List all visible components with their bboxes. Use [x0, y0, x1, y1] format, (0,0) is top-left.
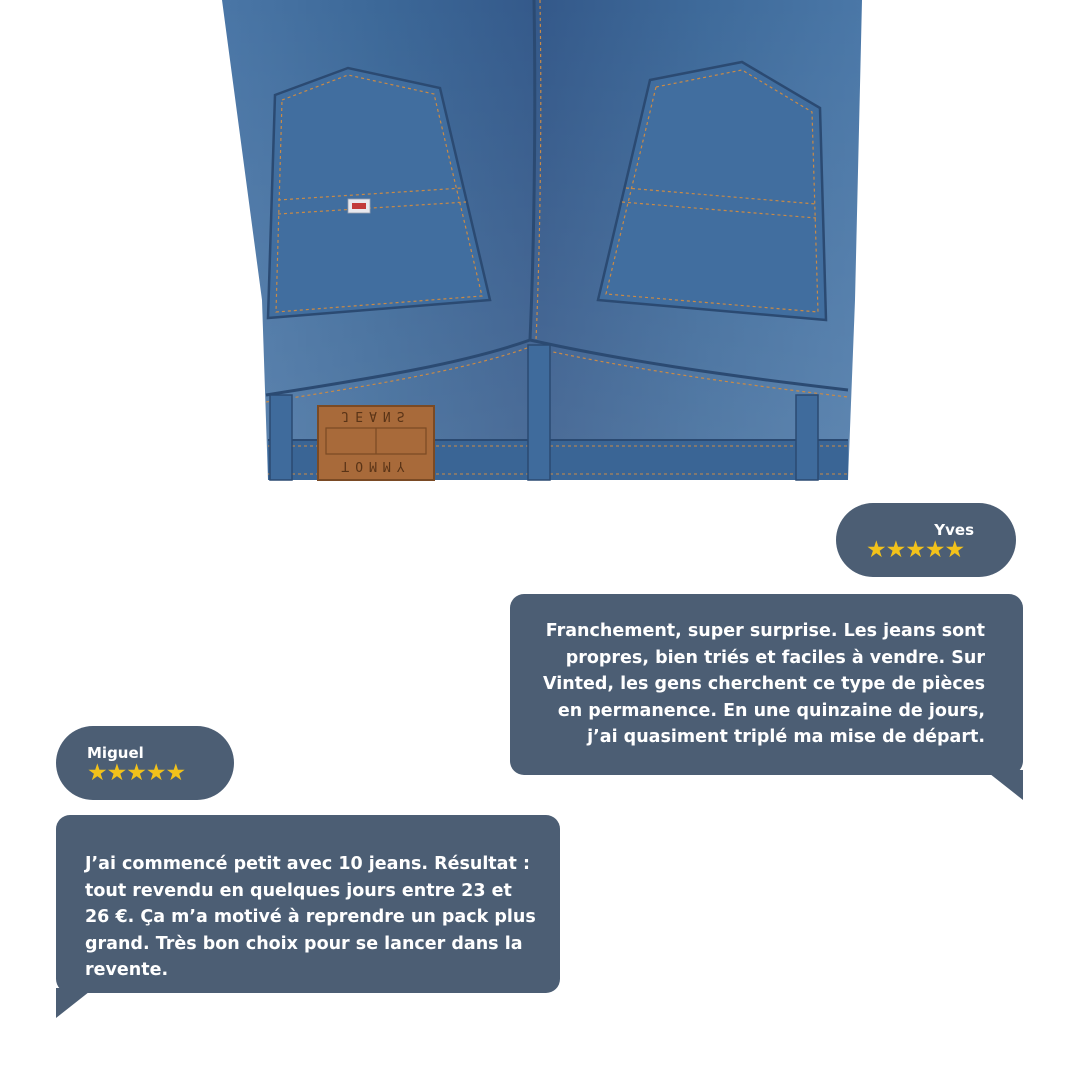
review-bubble-miguel — [56, 815, 560, 993]
reviewer-name: Miguel — [87, 744, 144, 762]
star-icon: ★★★★★ — [866, 537, 965, 563]
review-text: J’ai commencé petit avec 10 jeans. Résultat : tout revendu en quelques jours entre 23 et 26 €. Ça m’a motivé à reprendre un pack plus grand. Très bon choix pour se lancer dans la revente. — [85, 854, 536, 980]
patch-text-bottom: TOMMY — [341, 458, 411, 473]
star-icon: ★★★★★ — [87, 760, 186, 786]
reviewer-badge-yves — [836, 503, 1016, 577]
jeans-product-image — [0, 0, 1080, 490]
review-bubble-yves — [510, 594, 1023, 775]
bubble-tail — [985, 770, 1025, 802]
review-text: Franchement, super surprise. Les jeans sont propres, bien triés et faciles à vendre. Sur Vinted, les gens cherchent ce type de pièces en permanence. En une quinzaine de jours, j’ai quasiment triplé ma mise de départ. — [542, 621, 985, 747]
reviewer-name: Yves — [934, 521, 974, 539]
patch-text-top: JEANS — [341, 408, 411, 423]
star-rating — [87, 762, 234, 786]
reviewer-badge-miguel — [56, 726, 234, 800]
leather-patch — [318, 406, 434, 480]
bubble-tail — [56, 988, 96, 1020]
star-rating — [866, 539, 1016, 563]
